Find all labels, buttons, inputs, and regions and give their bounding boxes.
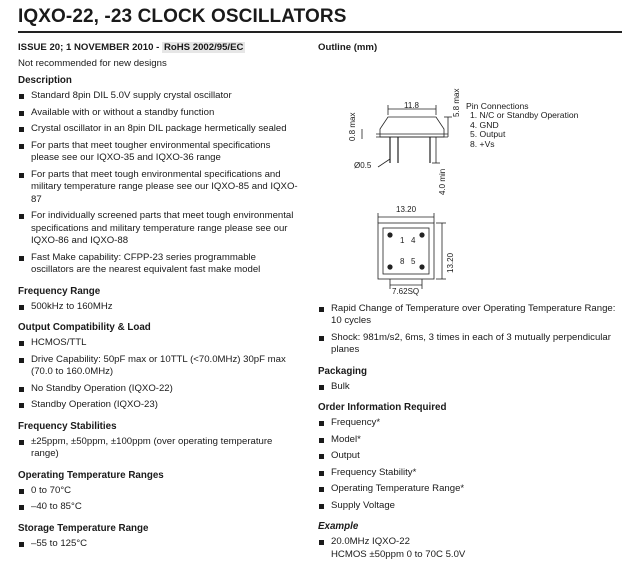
- pins-title: Pin Connections: [466, 100, 529, 111]
- pin-label: 5: [411, 256, 416, 266]
- pin-connection-item: 1. N/C or Standby Operation: [470, 110, 579, 120]
- list-item: Output: [318, 450, 618, 463]
- storage-temp-list: [18, 538, 300, 551]
- list-item: Frequency*: [318, 417, 618, 430]
- outline-drawing: [318, 59, 618, 295]
- list-item: HCMOS/TTL: [18, 337, 300, 350]
- pin-connection-item: 4. GND: [470, 119, 499, 130]
- frequency-range-heading: Frequency Range: [18, 285, 101, 297]
- frequency-range-list: [18, 301, 300, 314]
- pin-label: 4: [411, 235, 416, 245]
- dim-label: 5.8 max: [452, 88, 461, 117]
- list-item: –40 to 85°C: [18, 501, 300, 514]
- environmental-list: [318, 303, 618, 357]
- pin-label: 1: [400, 235, 405, 245]
- outline-heading: Outline (mm): [318, 42, 378, 53]
- description-heading: Description: [18, 75, 72, 86]
- packaging-heading: Packaging: [318, 365, 368, 377]
- list-item: –55 to 125°C: [18, 538, 300, 551]
- list-item: Fast Make capability: CFPP-23 series programmable oscillators are the nearest equivalent fast make model: [18, 252, 300, 277]
- list-item: Shock: 981m/s2, 6ms, 3 times in each of 3 mutually perpendicular planes: [318, 332, 618, 357]
- outline-diagram: [318, 59, 618, 295]
- list-item: For individually screened parts that meet tough environmental specifications and military temperature range please see our IQXO-86 and IQXO-88: [18, 210, 300, 248]
- output-heading: Output Compatibility & Load: [18, 322, 151, 333]
- output-list: [18, 337, 300, 412]
- order-heading: Order Information Required: [318, 402, 447, 413]
- list-item: ±25ppm, ±50ppm, ±100ppm (over operating temperature range): [18, 436, 300, 461]
- list-item: No Standby Operation (IQXO-22): [18, 383, 300, 396]
- list-item: Standby Operation (IQXO-23): [18, 399, 300, 412]
- dim-label: 0.8 max: [348, 112, 357, 141]
- stabilities-heading: Frequency Stabilities: [18, 420, 117, 432]
- dim-label: 13.20: [396, 204, 417, 214]
- status-note: Not recommended for new designs: [18, 57, 167, 69]
- example-line-1: 20.0MHz IQXO-22: [331, 536, 410, 547]
- list-item: Model*: [318, 434, 618, 447]
- example-line-2: HCMOS ±50ppm 0 to 70C 5.0V: [331, 548, 466, 560]
- dim-label: 13.20: [446, 252, 455, 273]
- pin-label: 8: [400, 256, 405, 266]
- list-item: Rapid Change of Temperature over Operating Temperature Range: 10 cycles: [318, 303, 618, 328]
- rohs-badge: RoHS 2002/95/EC: [163, 42, 244, 53]
- list-item: Drive Capability: 50pF max or 10TTL (<70.0MHz) 30pF max (70.0 to 160.0MHz): [18, 354, 300, 379]
- list-item: Operating Temperature Range*: [318, 483, 618, 496]
- list-item: Bulk: [318, 381, 618, 394]
- storage-temp-heading: Storage Temperature Range: [18, 522, 149, 534]
- op-temp-heading: Operating Temperature Ranges: [18, 469, 164, 481]
- pin-connection-item: 8. +Vs: [470, 138, 495, 149]
- list-item: Standard 8pin DIL 5.0V supply crystal oscillator: [18, 90, 300, 103]
- package-top-view: [378, 223, 434, 279]
- list-item: 0 to 70°C: [18, 485, 300, 498]
- issue-text: ISSUE 20; 1 NOVEMBER 2010 -: [18, 42, 160, 53]
- list-item: Available with or without a standby function: [18, 107, 300, 120]
- title-rule: [18, 31, 622, 33]
- dim-label: 11.8: [404, 100, 419, 110]
- dim-label: 7.62SQ: [392, 286, 420, 296]
- list-item: [318, 536, 618, 561]
- dim-label: Ø0.5: [354, 160, 372, 170]
- pin-5: [419, 264, 424, 269]
- example-list: [318, 536, 618, 561]
- right-column: [318, 42, 618, 565]
- dim-label: 4.0 min: [438, 168, 447, 195]
- pin-8: [387, 264, 392, 269]
- list-item: For parts that meet tougher environmental specifications please see our IQXO-35 and IQXO-36 range: [18, 140, 300, 165]
- description-list: [18, 90, 300, 277]
- list-item: 500kHz to 160MHz: [18, 301, 300, 314]
- issue-line: [18, 42, 300, 55]
- list-item: Supply Voltage: [318, 500, 618, 513]
- op-temp-list: [18, 485, 300, 514]
- pin-connections: [466, 102, 578, 150]
- order-list: [318, 417, 618, 512]
- list-item: For parts that meet tough environmental specifications and military temperature range please see our IQXO-85 and IQXO-87: [18, 169, 300, 207]
- packaging-list: [318, 381, 618, 394]
- page-title: IQXO-22, -23 CLOCK OSCILLATORS: [18, 6, 347, 27]
- stabilities-list: [18, 436, 300, 461]
- example-heading: Example: [318, 521, 359, 532]
- pin-4: [419, 232, 424, 237]
- left-column: [18, 42, 300, 554]
- pin-1: [387, 232, 392, 237]
- list-item: Crystal oscillator in an 8pin DIL package hermetically sealed: [18, 123, 300, 136]
- pin-connection-item: 5. Output: [470, 129, 506, 139]
- list-item: Frequency Stability*: [318, 467, 618, 480]
